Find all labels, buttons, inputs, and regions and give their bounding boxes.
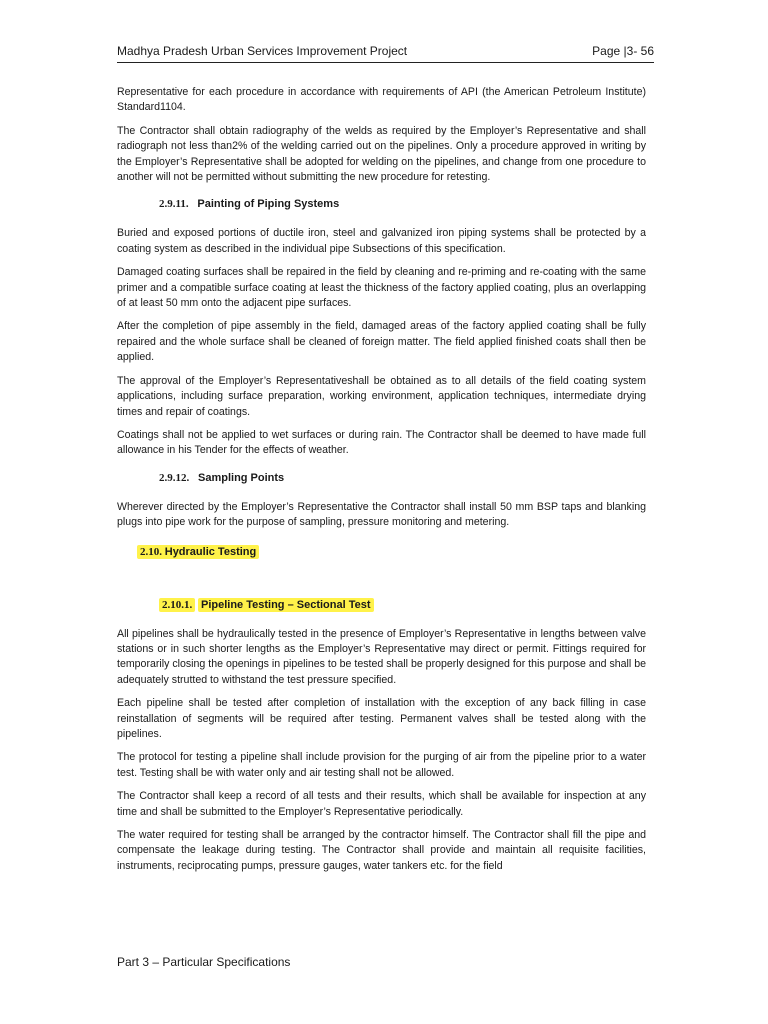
section-title: Hydraulic Testing: [164, 545, 257, 558]
section-heading-2-10-1: [159, 598, 646, 613]
highlighted-number: [159, 598, 195, 612]
section-heading-2-10: [137, 545, 646, 560]
highlighted-title: [198, 598, 374, 612]
section-heading-2-9-12: [159, 471, 646, 486]
section-number: 2.10.1.: [162, 598, 193, 611]
page-header: [117, 42, 654, 63]
paragraph: The protocol for testing a pipeline shall include provision for the purging of air from the pipeline prior to a water test. Testing shall be with water only and air testing shall not be allowed.: [117, 751, 646, 779]
header-project-title: Madhya Pradesh Urban Services Improvement Project: [117, 44, 408, 58]
section-number: 2.9.12.: [159, 471, 190, 484]
paragraph: The Contractor shall obtain radiography of the welds as required by the Employer’s Representative and shall radiograph not less than2% of the welding carried out on the pipelines. Only a procedure approved in writing by the Employer’s Representative shall be adopted for welding on the pipelines, and change from one procedure to another will not be permitted without submitting the new procedure for retesting.: [117, 124, 646, 184]
section-heading-2-9-11: [159, 197, 646, 212]
document-body: [117, 85, 646, 882]
paragraph: All pipelines shall be hydraulically tested in the presence of Employer’s Representative in lengths between valve stations or in such shorter lengths as the Employer’s Representative may direct or permit. Fittings required for temporarily closing the openings in pipelines to be tested shall be properly designed for this purpose and shall be adequately strutted to withstand the test pressure specified.: [117, 627, 646, 686]
paragraph: Wherever directed by the Employer’s Representative the Contractor shall install 50 mm BSP taps and blanking plugs into pipe work for the purpose of sampling, pressure monitoring and metering.: [117, 500, 646, 529]
section-number: 2.9.11.: [159, 198, 189, 211]
paragraph: The approval of the Employer’s Representativeshall be obtained as to all details of the field coating system applications, including surface preparation, working environment, application techniques, intermediate drying times and repair of coatings.: [117, 374, 646, 418]
paragraph: Each pipeline shall be tested after completion of installation with the exception of any back filling in case reinstallation of segments will be required after testing. Permanent valves shall be tested along with the pipelines.: [117, 697, 646, 740]
section-title: Painting of Piping Systems: [197, 198, 340, 211]
paragraph: Buried and exposed portions of ductile iron, steel and galvanized iron piping systems shall be protected by a coating system as described in the individual pipe Subsections of this specification.: [117, 227, 646, 255]
section-number: 2.10.: [140, 545, 162, 558]
highlighted-heading: [137, 545, 259, 559]
page-footer: Part 3 – Particular Specifications: [117, 955, 291, 969]
paragraph: Representative for each procedure in accordance with requirements of API (the American Petroleum Institute) Standard1104.: [117, 86, 646, 114]
section-title: Pipeline Testing – Sectional Test: [201, 598, 371, 611]
paragraph: The Contractor shall keep a record of all tests and their results, which shall be available for inspection at any time and shall be submitted to the Employer’s Representative periodically.: [117, 790, 646, 818]
paragraph: Damaged coating surfaces shall be repaired in the field by cleaning and re-priming and re-coating with the same primer and a compatible surface coating at least the thickness of the factory applied coating, plus an overlapping of at least 50 mm onto the adjacent pipe surfaces.: [117, 266, 646, 310]
paragraph: After the completion of pipe assembly in the field, damaged areas of the factory applied coating shall be fully repaired and the whole surface shall be cleaned of foreign matter. The field applied finished coats shall then be applied.: [117, 320, 646, 364]
paragraph: The water required for testing shall be arranged by the contractor himself. The Contractor shall fill the pipe and compensate the leakage during testing. The Contractor shall provide and maintain all requisite facilities, instruments, reciprocating pumps, pressure gauges, water tankers etc. for the field: [117, 829, 646, 872]
paragraph: Coatings shall not be applied to wet surfaces or during rain. The Contractor shall be deemed to have made full allowance in his Tender for the effects of weather.: [117, 428, 646, 457]
section-title: Sampling Points: [198, 471, 285, 484]
header-page-number: Page |3- 56: [592, 44, 654, 58]
